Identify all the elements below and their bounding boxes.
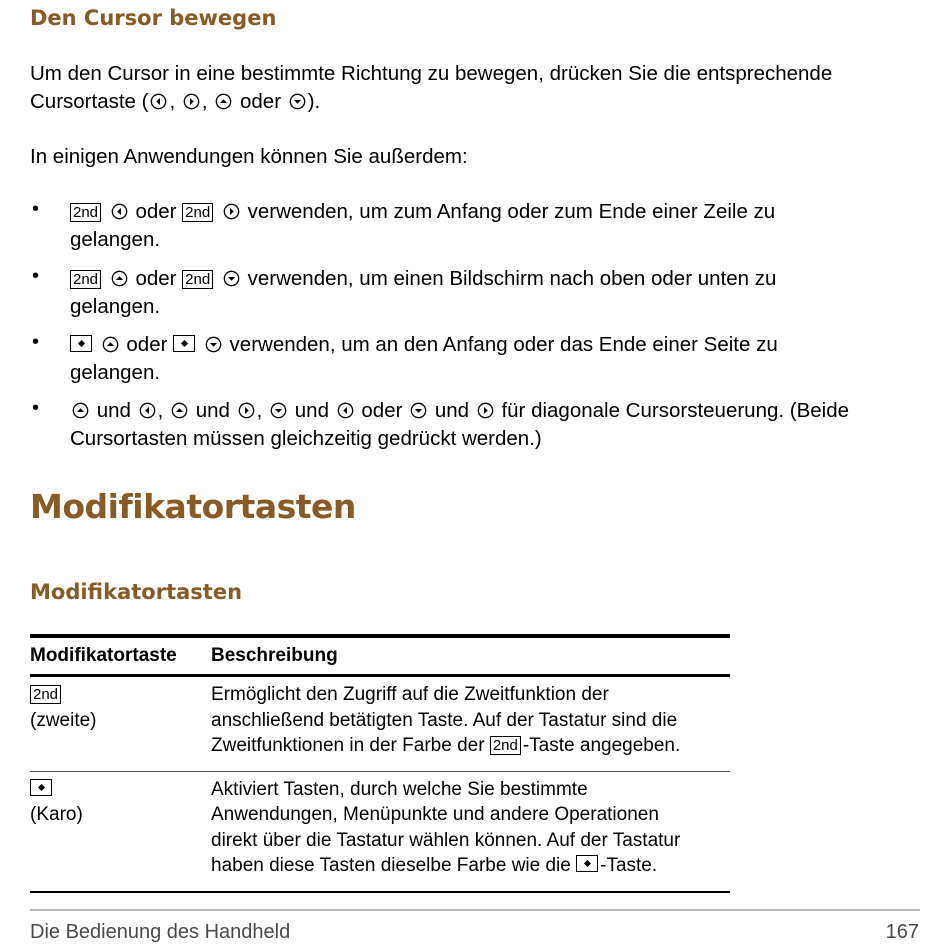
bullet-line [70,331,930,359]
page-number: 167 [885,921,919,943]
text-fragment: oder [135,267,177,290]
description-line: Ermöglicht den Zugriff auf die Zweitfunktion der [211,684,609,705]
table-cell-description [211,676,730,772]
key-2nd: 2nd [490,736,521,755]
text-fragment: -Taste. [600,855,658,876]
description-line: anschließend betätigten Taste. Auf der Tastatur sind die [211,709,678,731]
text-fragment: oder [126,333,168,356]
footer-title: Die Bedienung des Handheld [30,921,291,943]
text-fragment: -Taste angegeben. [522,735,681,756]
up-arrow-icon [215,93,232,110]
text-fragment: oder [240,90,282,113]
diamond-key-icon [576,855,598,872]
text-fragment: oder [361,399,403,422]
description-line: Aktiviert Tasten, durch welche Sie bestimmte [211,778,588,800]
table-cell-description [211,771,730,892]
text-fragment: ). [307,90,321,113]
description-line: Anwendungen, Menüpunkte und andere Operationen [211,804,659,825]
down-arrow-icon [205,336,222,353]
right-arrow-icon [223,203,240,220]
key-2nd: 2nd [182,270,213,289]
table-header-row [30,636,730,676]
left-arrow-icon [150,93,167,110]
key-2nd: 2nd [30,685,61,704]
text-fragment: haben diese Tasten dieselbe Farbe wie die [211,855,571,876]
text-fragment: Zweitfunktionen in der Farbe der [211,735,485,756]
down-arrow-icon [270,402,287,419]
key-description-label: (zweite) [30,709,97,731]
chapter-heading: Modifikatortasten [30,487,356,526]
footer-divider [30,909,920,911]
key-description-label: (Karo) [30,804,83,825]
text-fragment: und [96,399,131,422]
bullet-marker: • [32,397,40,419]
text-fragment: und [195,399,230,422]
description-line [211,853,730,879]
up-arrow-icon [102,336,119,353]
down-arrow-icon [410,402,427,419]
diamond-key-icon [30,779,52,796]
down-arrow-icon [223,270,240,287]
description-line [211,733,730,759]
bullet-marker: • [32,331,40,353]
left-arrow-icon [139,402,156,419]
bullet-line: gelangen. [70,295,161,318]
text-fragment: für diagonale Cursorsteuerung. (Beide [501,399,850,422]
text-fragment: und [434,399,470,422]
paragraph-intro-list: In einigen Anwendungen können Sie außerdem: [30,145,468,168]
key-2nd: 2nd [70,203,101,222]
right-arrow-icon [238,402,255,419]
bullet-item [70,198,930,254]
right-arrow-icon [477,402,494,419]
bullet-line: gelangen. [70,228,161,251]
text-fragment: und [294,399,329,422]
key-2nd: 2nd [182,203,213,222]
paragraph-line [30,88,832,116]
paragraph-cursor-intro [30,60,832,116]
text-fragment: verwenden, um einen Bildschirm nach oben oder unten zu [247,267,777,290]
text-fragment: oder [135,200,177,223]
bullet-marker: • [32,198,40,220]
column-header: Modifikatortaste [30,636,211,676]
bullet-line [70,397,940,425]
paragraph-line: Um den Cursor in eine bestimmte Richtung zu bewegen, drücken Sie die entsprechende [30,62,833,85]
diamond-key-icon [70,335,92,352]
section-heading-cursor: Den Cursor bewegen [30,6,277,30]
table-cell-key [30,676,211,772]
bullet-item [70,265,930,321]
left-arrow-icon [111,203,128,220]
up-arrow-icon [72,402,89,419]
down-arrow-icon [289,93,306,110]
up-arrow-icon [111,270,128,287]
table-row [30,676,730,772]
diamond-key-icon [173,335,195,352]
bullet-line [70,198,930,226]
text-fragment: verwenden, um an den Anfang oder das Ende einer Seite zu [229,333,778,356]
text-fragment: verwenden, um zum Anfang oder zum Ende einer Zeile zu [247,200,776,223]
column-header: Beschreibung [211,636,730,676]
bullet-line: gelangen. [70,361,161,384]
description-line: direkt über die Tastatur wählen können. Auf der Tastatur [211,829,681,851]
up-arrow-icon [171,402,188,419]
text-fragment: Cursortaste ( [30,90,149,113]
bullet-line [70,265,930,293]
table-heading: Modifikatortasten [30,580,243,604]
table-row [30,771,730,892]
text-fragment: , [256,399,263,422]
text-fragment: , [201,90,208,113]
modifier-keys-table [30,634,730,893]
text-fragment: , [157,399,164,422]
text-fragment: , [169,90,176,113]
key-2nd: 2nd [70,270,101,289]
table-cell-key [30,771,211,892]
bullet-item [70,397,940,453]
right-arrow-icon [183,93,200,110]
bullet-line: Cursortasten müssen gleichzeitig gedrückt werden.) [70,427,542,450]
bullet-item [70,331,930,387]
bullet-marker: • [32,265,40,287]
left-arrow-icon [337,402,354,419]
